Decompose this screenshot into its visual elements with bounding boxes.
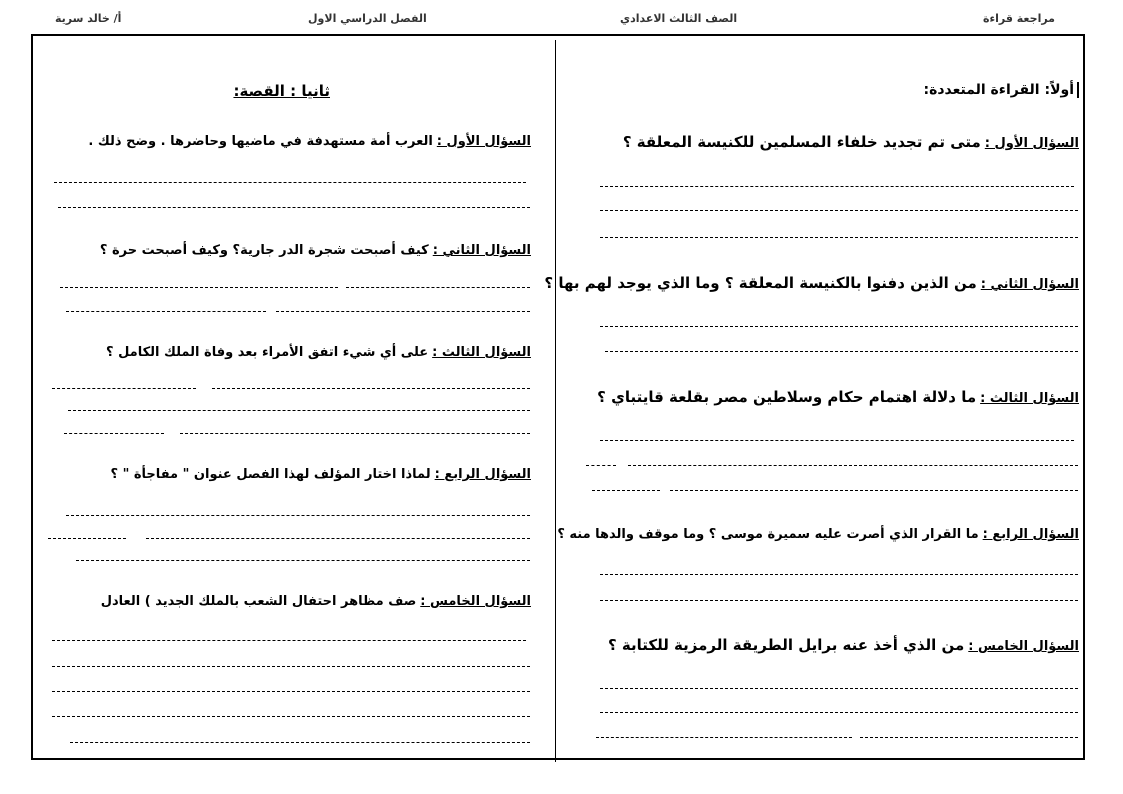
answer-line[interactable] xyxy=(600,600,1078,601)
answer-line[interactable] xyxy=(592,490,660,491)
question-label: السؤال الثالث : xyxy=(980,391,1079,406)
answer-line[interactable] xyxy=(628,465,1078,466)
answer-line[interactable] xyxy=(54,182,526,183)
answer-line[interactable] xyxy=(276,311,530,312)
answer-line[interactable] xyxy=(58,207,530,208)
question-text: من الذين دفنوا بالكنيسة المعلقة ؟ وما الذي يوجد لهم بها ؟ xyxy=(544,274,977,292)
question-text: كيف أصبحت شجرة الدر جارية؟ وكيف أصبحت حرة ؟ xyxy=(99,243,429,258)
question-text: صف مظاهر احتفال الشعب بالملك الجديد ) العادل xyxy=(100,594,417,609)
header-grade: الصف الثالث الاعدادي xyxy=(620,12,738,25)
answer-line[interactable] xyxy=(600,688,1078,689)
right-question-1 xyxy=(623,132,1079,151)
answer-line[interactable] xyxy=(52,640,526,641)
answer-line[interactable] xyxy=(600,237,1078,238)
answer-line[interactable] xyxy=(52,666,530,667)
question-label: السؤال الرابع : xyxy=(982,527,1079,542)
section-title-story: ثانيا : القصة: xyxy=(233,82,330,100)
answer-line[interactable] xyxy=(70,742,530,743)
section-title-reading: أولاً: القراءة المتعددة: xyxy=(923,82,1079,98)
answer-line[interactable] xyxy=(600,440,1074,441)
column-divider xyxy=(555,40,556,762)
answer-line[interactable] xyxy=(52,691,530,692)
question-label: السؤال الخامس : xyxy=(968,639,1079,654)
answer-line[interactable] xyxy=(600,186,1074,187)
answer-line[interactable] xyxy=(600,326,1078,327)
question-text: لماذا اختار المؤلف لهذا الفصل عنوان " مفاجأة " ؟ xyxy=(110,467,431,482)
answer-line[interactable] xyxy=(66,515,530,516)
question-label: السؤال الخامس : xyxy=(420,594,531,609)
answer-line[interactable] xyxy=(60,287,338,288)
answer-line[interactable] xyxy=(146,538,530,539)
right-question-4 xyxy=(557,523,1079,542)
answer-line[interactable] xyxy=(48,538,126,539)
question-label: السؤال الثاني : xyxy=(432,243,531,258)
left-question-1 xyxy=(88,130,531,149)
header-term: الفصل الدراسي الاول xyxy=(308,12,427,25)
question-text: من الذي أخذ عنه برايل الطريقة الرمزية للكتابة ؟ xyxy=(607,636,965,654)
answer-line[interactable] xyxy=(600,712,1078,713)
answer-line[interactable] xyxy=(860,737,1078,738)
answer-line[interactable] xyxy=(180,433,530,434)
right-question-3 xyxy=(597,387,1079,406)
question-text: ما القرار الذي أصرت عليه سميرة موسى ؟ وما موقف والدها منه ؟ xyxy=(557,527,979,542)
left-question-3 xyxy=(106,341,531,360)
question-text: ما دلالة اهتمام حكام وسلاطين مصر بقلعة قايتباي ؟ xyxy=(597,388,977,406)
right-question-5 xyxy=(608,635,1079,654)
right-question-2 xyxy=(544,273,1079,292)
question-text: على أي شيء اتفق الأمراء بعد وفاة الملك الكامل ؟ xyxy=(106,345,429,360)
answer-line[interactable] xyxy=(52,716,530,717)
answer-line[interactable] xyxy=(68,410,530,411)
question-text: متى تم تجديد خلفاء المسلمين للكنيسة المعلقة ؟ xyxy=(622,133,981,151)
question-label: السؤال الأول : xyxy=(436,134,531,149)
header-subject: مراجعة قراءة xyxy=(983,12,1055,25)
question-text: العرب أمة مستهدفة في ماضيها وحاضرها . وضح ذلك . xyxy=(88,134,433,149)
left-question-5 xyxy=(101,590,531,609)
answer-line[interactable] xyxy=(52,388,196,389)
left-question-4 xyxy=(111,463,531,482)
answer-line[interactable] xyxy=(670,490,1078,491)
answer-line[interactable] xyxy=(605,351,1078,352)
answer-line[interactable] xyxy=(346,287,530,288)
question-label: السؤال الأول : xyxy=(984,136,1079,151)
answer-line[interactable] xyxy=(212,388,530,389)
left-question-2 xyxy=(100,239,531,258)
question-label: السؤال الثالث : xyxy=(432,345,531,360)
question-label: السؤال الرابع : xyxy=(434,467,531,482)
answer-line[interactable] xyxy=(76,560,530,561)
question-label: السؤال الثاني : xyxy=(980,277,1079,292)
answer-line[interactable] xyxy=(64,433,164,434)
answer-line[interactable] xyxy=(600,574,1078,575)
answer-line[interactable] xyxy=(66,311,266,312)
answer-line[interactable] xyxy=(586,465,616,466)
header-teacher: أ/ خالد سرية xyxy=(55,12,122,25)
answer-line[interactable] xyxy=(600,210,1078,211)
answer-line[interactable] xyxy=(596,737,852,738)
